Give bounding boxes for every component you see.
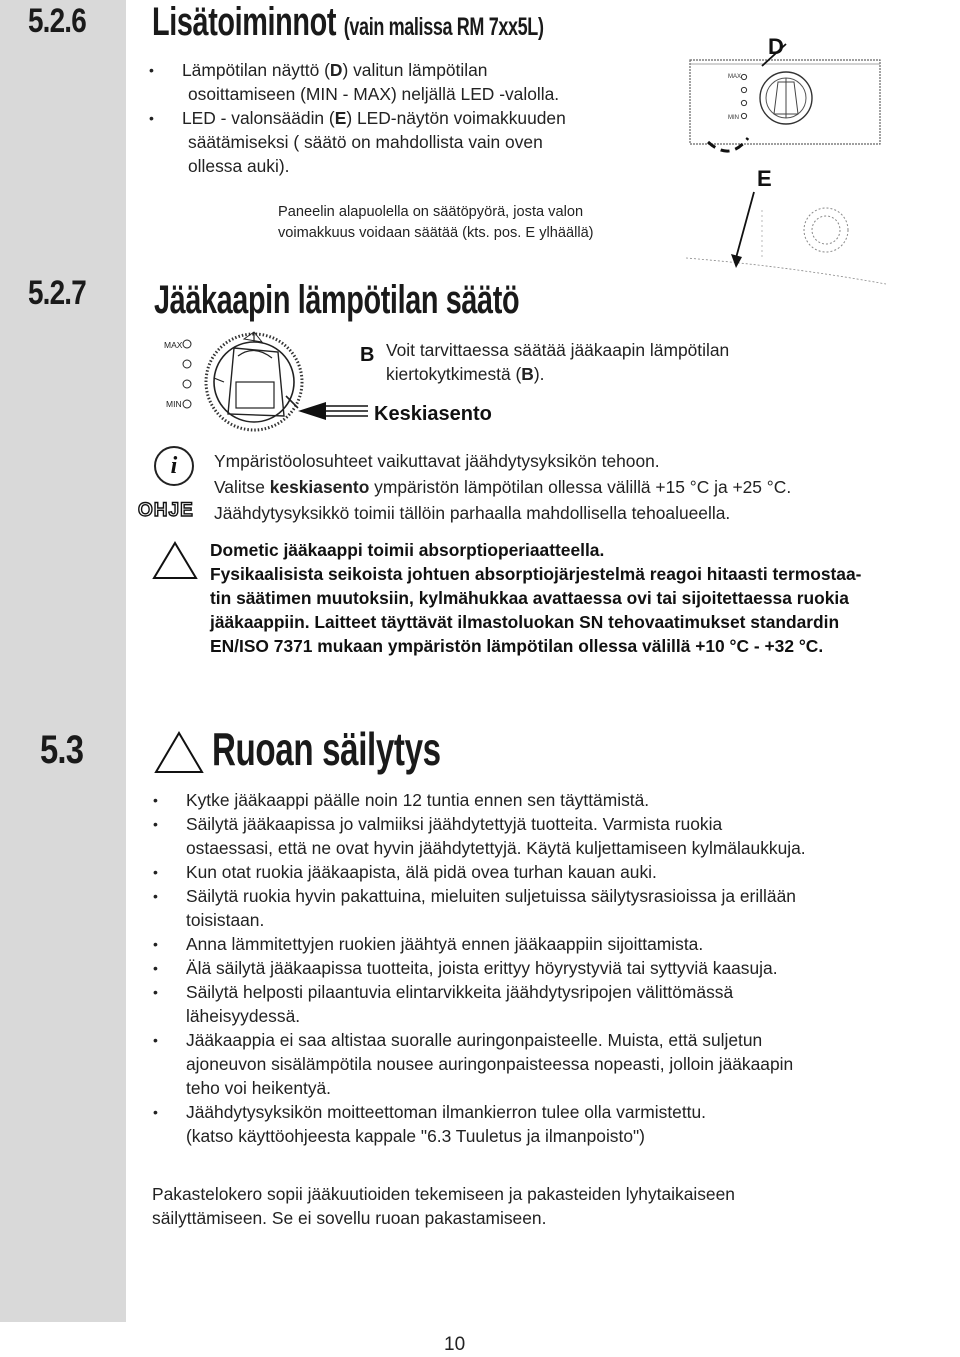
feature-list <box>182 58 682 178</box>
list-item: • Kytke jääkaappi päälle noin 12 tuntia ennen sen täyttämistä. <box>186 788 926 812</box>
section-title-527: Jääkaapin lämpötilan säätö <box>154 278 520 322</box>
thermostat-dial-illustration <box>158 326 358 446</box>
storage-tips-list <box>186 788 926 1148</box>
section-title-53: Ruoan säilytys <box>212 723 441 775</box>
info-text: Ympäristöolosuhteet vaikuttavat jäähdytysyksikön tehoon. Valitse keskiasento ympäristön lämpötilan ollessa välillä +15 °C ja +25 °C. Jäähdytysyksikkö toimii tällöin parhaalla mahdollisella tehoalueella. <box>214 451 792 523</box>
keskiasento-label: Keskiasento <box>374 403 492 425</box>
section-number-53: 5.3 <box>40 728 84 772</box>
list-item: • LED - valonsäädin (E) LED-näytön voimakkuuden säätämiseksi ( säätö on mahdollista vain oven ollessa auki). <box>182 106 682 178</box>
section-number-526: 5.2.6 <box>28 2 86 40</box>
page-number: 10 <box>444 1334 466 1355</box>
dial-description: Voit tarvittaessa säätää jääkaapin lämpötilan kiertokytkimestä (B). <box>386 340 730 384</box>
list-item: • Kun otat ruokia jääkaapista, älä pidä ovea turhan kauan auki. <box>186 860 926 884</box>
label-d: D <box>768 34 784 59</box>
section-title-526 <box>152 0 544 45</box>
freezer-paragraph: Pakastelokero sopii jääkuutioiden tekemiseen ja pakasteiden lyhytaikaiseen säilyttämiseen. Se ei sovellu ruoan pakastamiseen. <box>152 1184 735 1228</box>
list-item: • Lämpötilan näyttö (D) valitun lämpötilan osoittamiseen (MIN - MAX) neljällä LED -valolla. <box>182 58 682 106</box>
ohje-label: OHJE <box>138 500 194 521</box>
panel-led-label-min: MIN <box>728 115 739 121</box>
warning-triangle-icon <box>154 730 204 774</box>
list-item: • Anna lämmitettyjen ruokien jäähtyä ennen jääkaappiin sijoittamista. <box>186 932 926 956</box>
dial-label-min: MIN <box>166 399 182 409</box>
list-item: • Jääkaappia ei saa altistaa suoralle auringonpaisteelle. Muista, että suljetun ajoneuvon sisälämpötila nousee auringonpaisteessa nopeasti, jolloin jääkaapin teho voi heikentyä. <box>186 1028 926 1100</box>
title-main: Lisätoiminnot <box>152 0 337 44</box>
section-number-527: 5.2.7 <box>28 274 86 312</box>
list-item: • Jäähdytysyksikön moitteettoman ilmankierron tulee olla varmistettu. (katso käyttöohjeesta kappale "6.3 Tuuletus ja ilmanpoisto") <box>186 1100 926 1148</box>
warning-triangle-icon <box>152 540 198 580</box>
label-b: B <box>360 344 375 366</box>
dial-label-max: MAX <box>164 340 183 350</box>
list-item: • Säilytä ruokia hyvin pakattuina, mieluiten suljetuissa säilytysrasioissa ja erillään toisistaan. <box>186 884 926 932</box>
panel-caption: Paneelin alapuolella on säätöpyörä, josta valon voimakkuus voidaan säätää (kts. pos. E ylhäällä) <box>278 204 594 241</box>
keskiasento-arrow-icon <box>296 398 370 428</box>
info-icon: i <box>154 446 194 486</box>
title-note: (vain malissa RM 7xx5L) <box>343 13 544 41</box>
margin-gutter <box>0 0 126 1322</box>
list-item: • Säilytä helposti pilaantuvia elintarvikkeita jäähdytysripojen välittömässä läheisyydessä. <box>186 980 926 1028</box>
label-e: E <box>757 166 772 191</box>
list-item: • Älä säilytä jääkaapissa tuotteita, joista erittyy höyrystyviä tai syttyviä kaasuja. <box>186 956 926 980</box>
warning-text: Dometic jääkaappi toimii absorptioperiaatteella. Fysikaalisista seikoista johtuen absorptiojärjestelmä reagoi hitaasti termostaa- tin säätimen muutoksiin, kylmähukkaa avattaessa ovi tai sijoitettaessa ruokia jääkaappiin. Laitteet täyttävät ilmastoluokan SN tehovaatimukset standardin EN/ISO 7371 mukaan ympäristön lämpötilan ollessa välillä +10 °C - +32 °C. <box>210 540 862 656</box>
panel-led-label-max: MAX <box>728 74 742 80</box>
led-panel-illustration <box>686 30 886 294</box>
list-item: • Säilytä jääkaapissa jo valmiiksi jäähdytettyjä tuotteita. Varmista ruokia ostaessasi, että ne ovat hyvin jäähdytettyjä. Käytä kuljettamiseen kylmälaukkuja. <box>186 812 926 860</box>
